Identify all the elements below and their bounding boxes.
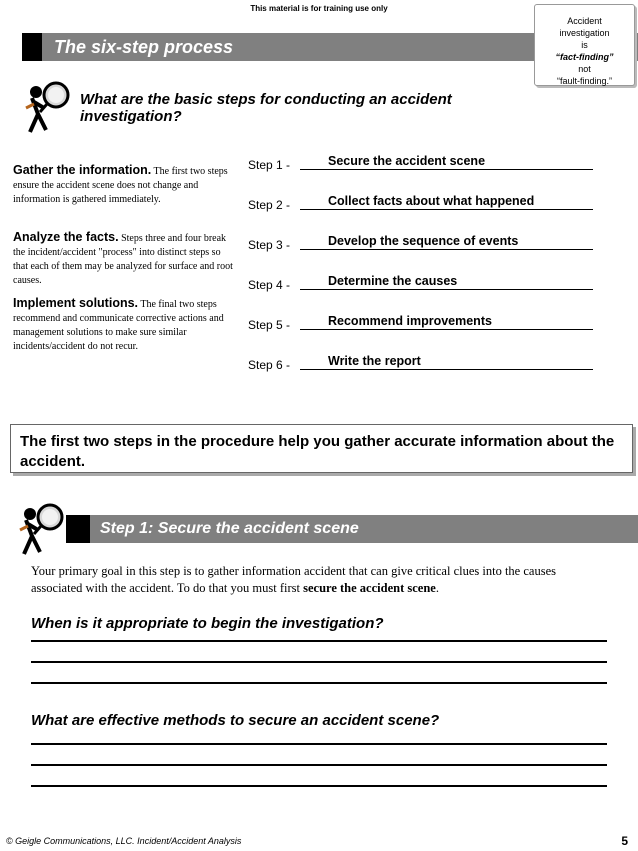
step-row bbox=[248, 356, 603, 372]
block-body: The first two steps ensure the accident scene does not change and information is gathered immediately. bbox=[13, 166, 228, 205]
callout-line: Accident bbox=[567, 16, 602, 26]
answer-line[interactable] bbox=[31, 682, 607, 684]
block-heading: Gather the information. bbox=[13, 163, 152, 177]
step-row bbox=[248, 316, 603, 332]
callout-line: “fault-finding.” bbox=[556, 76, 613, 86]
step1-banner bbox=[66, 515, 638, 543]
answer-line bbox=[300, 169, 593, 170]
answer-line[interactable] bbox=[31, 764, 607, 766]
left-block-analyze bbox=[13, 230, 235, 288]
main-question: What are the basic steps for conducting an accident investigation? bbox=[80, 91, 452, 125]
step-label: Step 1 - bbox=[248, 158, 291, 172]
callout-line: not bbox=[578, 64, 591, 74]
answer-line bbox=[300, 329, 593, 330]
step-label: Step 5 - bbox=[248, 318, 291, 332]
step-label: Step 4 - bbox=[248, 278, 291, 292]
question-begin: When is it appropriate to begin the investigation? bbox=[31, 615, 384, 632]
step-answer: Secure the accident scene bbox=[328, 154, 486, 168]
section-title: The six-step process bbox=[54, 37, 234, 57]
step-row bbox=[248, 196, 603, 212]
callout-line: is bbox=[581, 40, 588, 50]
left-block-implement bbox=[13, 296, 235, 354]
step-row bbox=[248, 156, 603, 172]
paragraph-end: . bbox=[435, 581, 439, 595]
answer-line bbox=[300, 209, 593, 210]
step-answer: Write the report bbox=[328, 354, 421, 368]
block-body: The final two steps recommend and communicate corrective actions and management solutions to make sure similar incidents/accident do not recur. bbox=[13, 299, 224, 352]
intro-paragraph bbox=[31, 563, 601, 597]
block-body: Steps three and four break the incident/accident "process" into distinct steps so that each of them may be analyzed for surface and root causes. bbox=[13, 233, 233, 286]
answer-line bbox=[300, 249, 593, 250]
callout-line: investigation bbox=[559, 28, 610, 38]
step-answer: Recommend improvements bbox=[328, 314, 492, 328]
step-row bbox=[248, 276, 603, 292]
answer-line[interactable] bbox=[31, 640, 607, 642]
question-secure: What are effective methods to secure an accident scene? bbox=[31, 712, 440, 729]
step-label: Step 3 - bbox=[248, 238, 291, 252]
banner-block bbox=[66, 515, 90, 543]
block-heading: Analyze the facts. bbox=[13, 230, 119, 244]
answer-line[interactable] bbox=[31, 785, 607, 787]
step-answer: Collect facts about what happened bbox=[328, 194, 535, 208]
answer-line bbox=[300, 369, 593, 370]
callout-box bbox=[534, 4, 635, 86]
answer-line[interactable] bbox=[31, 661, 607, 663]
paragraph-text: Your primary goal in this step is to gather information accident that can give critical clues into the causes associated with the accident. To do that you must first bbox=[31, 564, 556, 595]
footer-text: © Geigle Communications, LLC. Incident/Accident Analysis bbox=[6, 836, 242, 846]
training-note: This material is for training use only bbox=[250, 4, 388, 13]
banner-block bbox=[22, 33, 42, 61]
step-answer: Determine the causes bbox=[328, 274, 458, 288]
magnifier-person-icon bbox=[16, 78, 74, 136]
info-box: The first two steps in the procedure help you gather accurate information about the accident. bbox=[10, 424, 633, 473]
step-row bbox=[248, 236, 603, 252]
paragraph-bold: secure the accident scene bbox=[303, 581, 436, 595]
block-heading: Implement solutions. bbox=[13, 296, 139, 310]
step1-title: Step 1: Secure the accident scene bbox=[100, 520, 359, 537]
answer-line bbox=[300, 289, 593, 290]
answer-line[interactable] bbox=[31, 743, 607, 745]
callout-line: “fact-finding” bbox=[555, 52, 614, 62]
step-label: Step 2 - bbox=[248, 198, 291, 212]
step-label: Step 6 - bbox=[248, 358, 291, 372]
magnifier-person-icon bbox=[10, 500, 68, 558]
page-number: 5 bbox=[621, 834, 628, 848]
left-block-gather bbox=[13, 163, 235, 207]
step-answer: Develop the sequence of events bbox=[328, 234, 519, 248]
